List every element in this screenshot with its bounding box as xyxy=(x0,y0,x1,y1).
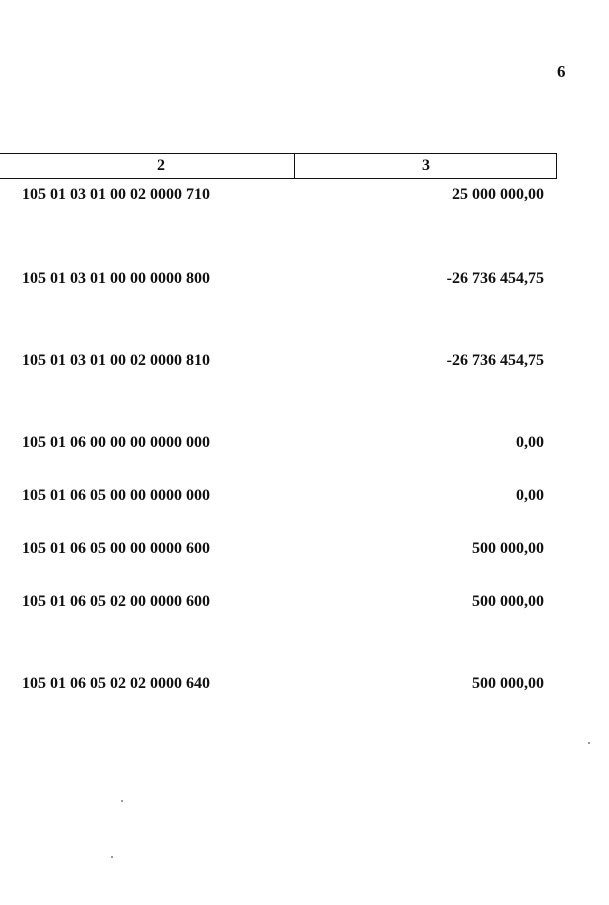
scan-speck xyxy=(111,856,113,858)
page-number: 6 xyxy=(557,62,566,81)
table-row xyxy=(0,538,609,560)
scan-speck xyxy=(121,800,123,802)
budget-code: 105 01 06 05 02 02 0000 640 xyxy=(22,675,210,692)
amount-value: 500 000,00 xyxy=(472,540,544,557)
table-row xyxy=(0,485,609,507)
amount-value: 500 000,00 xyxy=(472,593,544,610)
budget-code: 105 01 06 00 00 00 0000 000 xyxy=(22,434,210,451)
budget-code: 105 01 06 05 00 00 0000 600 xyxy=(22,540,210,557)
table-row xyxy=(0,350,609,372)
budget-code: 105 01 03 01 00 02 0000 810 xyxy=(22,352,210,369)
table-header-col-3: 3 xyxy=(422,157,430,174)
amount-value: -26 736 454,75 xyxy=(446,270,544,287)
amount-value: 0,00 xyxy=(516,434,544,451)
budget-code: 105 01 06 05 02 00 0000 600 xyxy=(22,593,210,610)
scan-speck xyxy=(588,742,590,744)
budget-code: 105 01 03 01 00 00 0000 800 xyxy=(22,270,210,287)
budget-code: 105 01 03 01 00 02 0000 710 xyxy=(22,186,210,203)
amount-value: 25 000 000,00 xyxy=(452,186,544,203)
amount-value: -26 736 454,75 xyxy=(446,352,544,369)
table-row xyxy=(0,432,609,454)
table-row xyxy=(0,268,609,290)
table-row xyxy=(0,673,609,695)
amount-value: 0,00 xyxy=(516,487,544,504)
table-header-col-2: 2 xyxy=(0,154,295,178)
table-row xyxy=(0,184,609,206)
table-row xyxy=(0,591,609,613)
budget-code: 105 01 06 05 00 00 0000 000 xyxy=(22,487,210,504)
table-header-row xyxy=(0,153,557,179)
amount-value: 500 000,00 xyxy=(472,675,544,692)
